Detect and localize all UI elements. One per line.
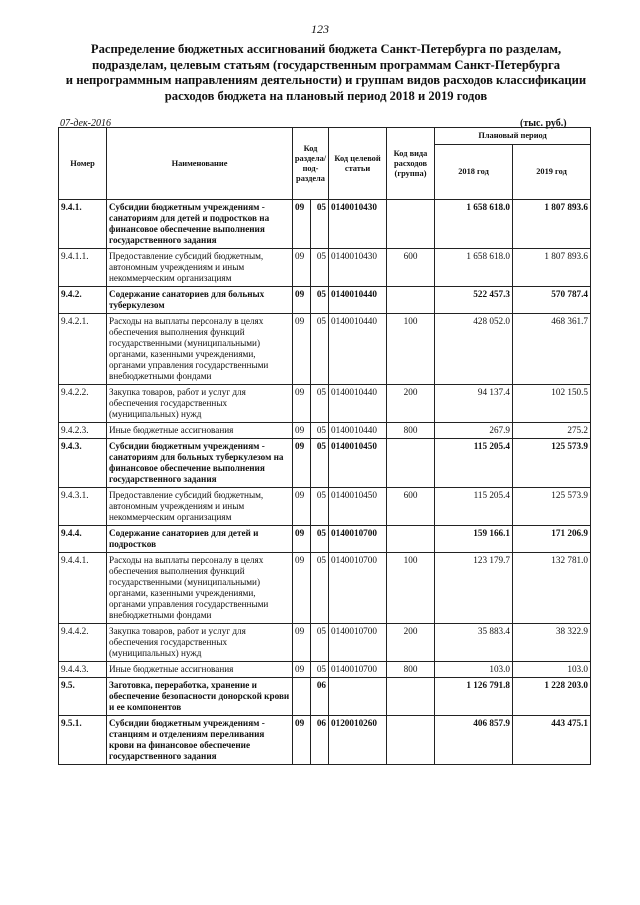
row-value-2019: 103.0	[513, 662, 591, 678]
page-number: 123	[311, 22, 329, 36]
row-name: Субсидии бюджетным учреждениям - санаториям для больных туберкулезом на финансовое обеспечение выполнения государственного задания	[107, 439, 293, 488]
row-target-code: 0140010440	[329, 385, 387, 423]
row-value-2019: 125 573.9	[513, 488, 591, 526]
row-value-2019: 102 150.5	[513, 385, 591, 423]
row-name: Расходы на выплаты персоналу в целях обеспечения выполнения функций государственными (муниципальными) органами, казенными учреждениями, органами управления государственными внебюджетными фондами	[107, 553, 293, 624]
row-section: 09	[293, 553, 311, 624]
row-name: Заготовка, переработка, хранение и обеспечение безопасности донорской крови и ее компонентов	[107, 678, 293, 716]
row-section: 09	[293, 624, 311, 662]
row-value-2018: 267.9	[435, 423, 513, 439]
row-name: Субсидии бюджетным учреждениям - санаториям для детей и подростков на финансовое обеспечение выполнения государственного задания	[107, 200, 293, 249]
row-number: 9.4.2.1.	[59, 314, 107, 385]
row-value-2019: 125 573.9	[513, 439, 591, 488]
row-expense-code: 200	[387, 624, 435, 662]
row-expense-code	[387, 200, 435, 249]
row-target-code	[329, 678, 387, 716]
row-number: 9.4.1.	[59, 200, 107, 249]
header-name: Наименование	[107, 128, 293, 200]
row-value-2018: 35 883.4	[435, 624, 513, 662]
row-subsection: 05	[311, 314, 329, 385]
row-target-code: 0140010440	[329, 287, 387, 314]
row-number: 9.4.3.	[59, 439, 107, 488]
row-number: 9.4.2.	[59, 287, 107, 314]
row-name: Закупка товаров, работ и услуг для обеспечения государственных (муниципальных) нужд	[107, 385, 293, 423]
row-number: 9.4.4.1.	[59, 553, 107, 624]
row-section: 09	[293, 439, 311, 488]
row-subsection: 05	[311, 423, 329, 439]
row-value-2018: 1 658 618.0	[435, 200, 513, 249]
row-target-code: 0140010700	[329, 553, 387, 624]
units-label: (тыс. руб.)	[520, 118, 567, 129]
row-section: 09	[293, 526, 311, 553]
row-number: 9.4.2.2.	[59, 385, 107, 423]
row-value-2019: 570 787.4	[513, 287, 591, 314]
row-name: Закупка товаров, работ и услуг для обеспечения государственных (муниципальных) нужд	[107, 624, 293, 662]
row-name: Субсидии бюджетным учреждениям - станциям и отделениям переливания крови на финансовое обеспечение государственного задания	[107, 716, 293, 765]
row-target-code: 0120010260	[329, 716, 387, 765]
table-row	[59, 662, 591, 678]
row-target-code: 0140010700	[329, 526, 387, 553]
row-number: 9.5.	[59, 678, 107, 716]
row-subsection: 05	[311, 662, 329, 678]
row-expense-code: 800	[387, 423, 435, 439]
row-number: 9.4.4.3.	[59, 662, 107, 678]
row-value-2019: 443 475.1	[513, 716, 591, 765]
table-row	[59, 423, 591, 439]
row-expense-code	[387, 287, 435, 314]
row-value-2019: 132 781.0	[513, 553, 591, 624]
title-line: подразделам, целевым статьям (государственным программам Санкт-Петербурга	[91, 57, 561, 72]
page-title	[48, 42, 604, 104]
row-name: Иные бюджетные ассигнования	[107, 423, 293, 439]
row-expense-code: 600	[387, 488, 435, 526]
row-value-2019: 1 228 203.0	[513, 678, 591, 716]
row-section: 09	[293, 662, 311, 678]
table-row	[59, 249, 591, 287]
row-expense-code	[387, 716, 435, 765]
title-line: Распределение бюджетных ассигнований бюджета Санкт-Петербурга по разделам,	[90, 42, 562, 56]
row-value-2018: 1 658 618.0	[435, 249, 513, 287]
row-number: 9.4.3.1.	[59, 488, 107, 526]
row-target-code: 0140010700	[329, 662, 387, 678]
row-value-2018: 428 052.0	[435, 314, 513, 385]
row-subsection: 05	[311, 526, 329, 553]
row-section: 09	[293, 200, 311, 249]
table-row	[59, 439, 591, 488]
row-target-code: 0140010440	[329, 314, 387, 385]
row-value-2019: 38 322.9	[513, 624, 591, 662]
row-target-code: 0140010700	[329, 624, 387, 662]
header-number: Номер	[59, 128, 107, 200]
table-row	[59, 287, 591, 314]
row-subsection: 06	[311, 716, 329, 765]
row-subsection: 05	[311, 287, 329, 314]
table-row	[59, 488, 591, 526]
row-subsection: 05	[311, 439, 329, 488]
header-expense-code: Код вида расходов (группа)	[387, 128, 435, 200]
row-value-2019: 468 361.7	[513, 314, 591, 385]
row-value-2019: 171 206.9	[513, 526, 591, 553]
row-target-code: 0140010430	[329, 249, 387, 287]
row-value-2018: 159 166.1	[435, 526, 513, 553]
table-row	[59, 678, 591, 716]
row-section: 09	[293, 249, 311, 287]
row-subsection: 05	[311, 200, 329, 249]
header-section-code: Код раздела/ под- раздела	[293, 128, 329, 200]
row-value-2019: 275.2	[513, 423, 591, 439]
row-expense-code	[387, 678, 435, 716]
row-value-2018: 103.0	[435, 662, 513, 678]
row-subsection: 06	[311, 678, 329, 716]
row-number: 9.4.4.	[59, 526, 107, 553]
row-name: Расходы на выплаты персоналу в целях обеспечения выполнения функций государственными (муниципальными) органами, казенными учреждениями, органами управления государственными внебюджетными фондами	[107, 314, 293, 385]
row-subsection: 05	[311, 385, 329, 423]
row-section	[293, 678, 311, 716]
document-date: 07-дек-2016	[60, 118, 111, 129]
row-value-2018: 115 205.4	[435, 439, 513, 488]
table-body	[59, 200, 591, 765]
row-section: 09	[293, 385, 311, 423]
table-row	[59, 624, 591, 662]
row-section: 09	[293, 314, 311, 385]
row-value-2018: 123 179.7	[435, 553, 513, 624]
row-value-2019: 1 807 893.6	[513, 249, 591, 287]
table-row	[59, 716, 591, 765]
row-expense-code: 200	[387, 385, 435, 423]
row-value-2019: 1 807 893.6	[513, 200, 591, 249]
row-name: Содержание санаториев для детей и подростков	[107, 526, 293, 553]
row-expense-code: 100	[387, 553, 435, 624]
row-name: Иные бюджетные ассигнования	[107, 662, 293, 678]
row-target-code: 0140010450	[329, 439, 387, 488]
row-section: 09	[293, 423, 311, 439]
row-target-code: 0140010430	[329, 200, 387, 249]
table-row	[59, 526, 591, 553]
title-line: и непрограммным направлениям деятельности) и группам видов расходов классификации	[65, 73, 587, 87]
row-number: 9.4.1.1.	[59, 249, 107, 287]
row-section: 09	[293, 287, 311, 314]
row-expense-code: 800	[387, 662, 435, 678]
table-row	[59, 314, 591, 385]
row-value-2018: 522 457.3	[435, 287, 513, 314]
row-target-code: 0140010450	[329, 488, 387, 526]
row-target-code: 0140010440	[329, 423, 387, 439]
row-expense-code: 100	[387, 314, 435, 385]
row-number: 9.4.4.2.	[59, 624, 107, 662]
row-value-2018: 115 205.4	[435, 488, 513, 526]
header-target-code: Код целевой статьи	[329, 128, 387, 200]
table-row	[59, 553, 591, 624]
row-expense-code	[387, 526, 435, 553]
row-name: Содержание санаториев для больных туберкулезом	[107, 287, 293, 314]
row-value-2018: 406 857.9	[435, 716, 513, 765]
row-value-2018: 1 126 791.8	[435, 678, 513, 716]
row-name: Предоставление субсидий бюджетным, автономным учреждениям и иным некоммерческим организациям	[107, 249, 293, 287]
header-plan-period: Плановый период	[435, 128, 591, 145]
title-line: расходов бюджета на плановый период 2018 и 2019 годов	[164, 88, 488, 103]
row-value-2018: 94 137.4	[435, 385, 513, 423]
row-expense-code: 600	[387, 249, 435, 287]
row-subsection: 05	[311, 553, 329, 624]
table-row	[59, 200, 591, 249]
budget-table	[58, 127, 591, 765]
table-row	[59, 385, 591, 423]
row-expense-code	[387, 439, 435, 488]
row-subsection: 05	[311, 249, 329, 287]
row-section: 09	[293, 488, 311, 526]
row-subsection: 05	[311, 624, 329, 662]
row-number: 9.5.1.	[59, 716, 107, 765]
row-number: 9.4.2.3.	[59, 423, 107, 439]
row-subsection: 05	[311, 488, 329, 526]
row-name: Предоставление субсидий бюджетным, автономным учреждениям и иным некоммерческим организациям	[107, 488, 293, 526]
header-year-2019: 2019 год	[513, 145, 591, 200]
header-year-2018: 2018 год	[435, 145, 513, 200]
row-section: 09	[293, 716, 311, 765]
